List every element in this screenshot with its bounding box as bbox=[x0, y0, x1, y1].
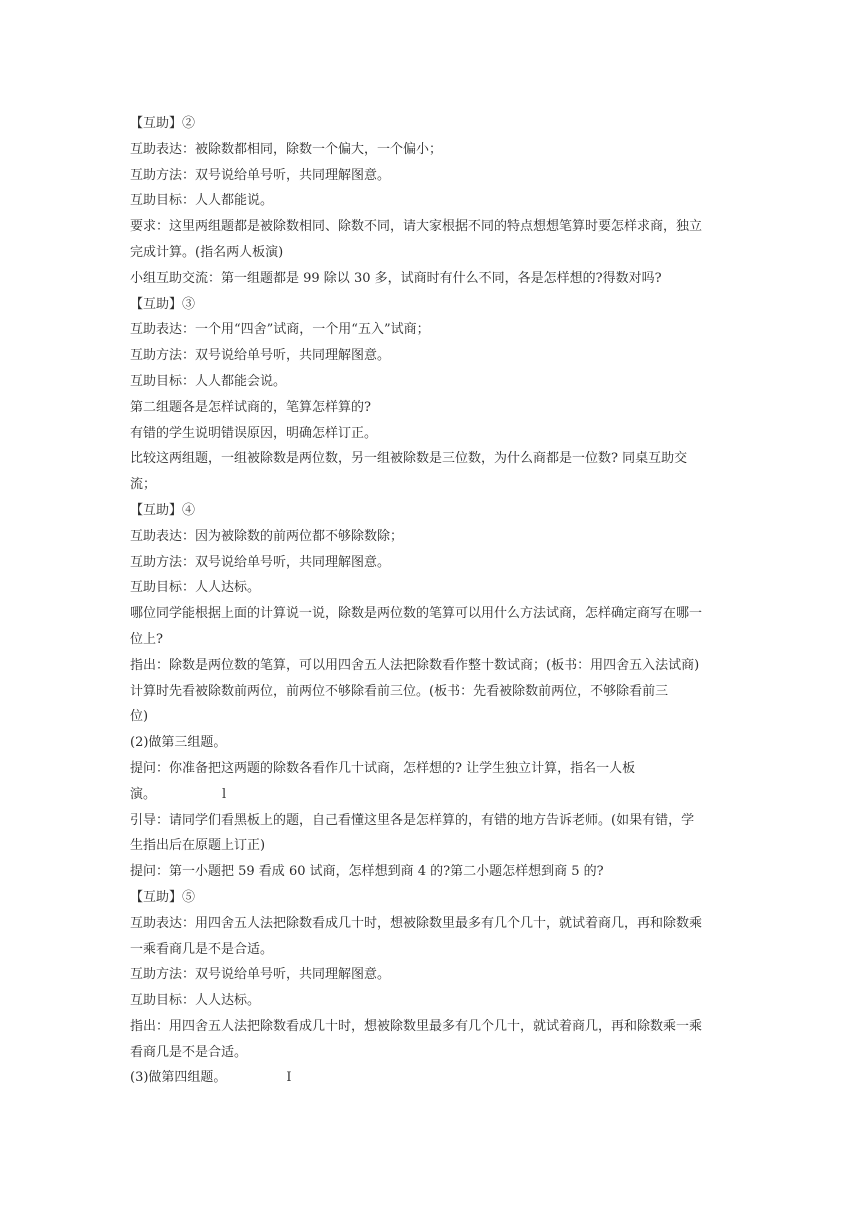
text-line: 互助表达：用四舍五人法把除数看成几十时，想被除数里最多有几个几十，就试着商几，再和除数乘 bbox=[130, 915, 703, 931]
section-heading-mutual-help-2: 【互助】② bbox=[130, 116, 196, 131]
text-line: 指出：除数是两位数的笔算，可以用四舍五人法把除数看作整十数试商；(板书：用四舍五入法试商) bbox=[130, 657, 700, 673]
text-line: 互助表达：一个用“四舍”试商，一个用“五入”试商； bbox=[130, 322, 430, 338]
text-line: 互助目标：人人都能说。 bbox=[130, 193, 274, 209]
text-line: 计算时先看被除数前两位，前两位不够除看前三位。(板书：先看被除数前两位，不够除看前三 bbox=[130, 683, 669, 699]
text-line: 完成计算。(指名两人板演) bbox=[130, 244, 284, 260]
text-fragment: 演。 bbox=[130, 786, 157, 802]
text-line: 有错的学生说明错误原因，明确怎样订正。 bbox=[130, 425, 378, 441]
text-line: 互助方法：双号说给单号听，共同理解图意。 bbox=[130, 167, 391, 183]
text-line: 互助方法：双号说给单号听，共同理解图意。 bbox=[130, 967, 391, 983]
text-line: 要求：这里两组题都是被除数相同、除数不同，请大家根据不同的特点想想笔算时要怎样求商，独立 bbox=[130, 219, 703, 235]
text-line-with-mark bbox=[130, 1065, 740, 1091]
text-line: 互助表达：因为被除数的前两位都不够除数除； bbox=[130, 528, 404, 544]
text-fragment: (3)做第四组题。 bbox=[130, 1070, 227, 1086]
text-line: 位上? bbox=[130, 631, 163, 647]
text-line: 互助目标：人人达标。 bbox=[130, 993, 261, 1009]
text-line: (2)做第三组题。 bbox=[130, 735, 227, 751]
text-line: 流； bbox=[130, 477, 157, 493]
text-line: 引导：请同学们看黑板上的题，自己看懂这里各是怎样算的，有错的地方告诉老师。(如果有错，学 bbox=[130, 812, 695, 828]
text-line: 一乘看商几是不是合适。 bbox=[130, 941, 274, 957]
section-heading-mutual-help-5: 【互助】⑤ bbox=[130, 889, 196, 905]
text-line: 第二组题各是怎样试商的，笔算怎样算的? bbox=[130, 399, 371, 415]
text-line: 互助目标：人人都能会说。 bbox=[130, 373, 287, 389]
stray-mark: l bbox=[222, 786, 227, 802]
text-line: 互助方法：双号说给单号听，共同理解图意。 bbox=[130, 348, 391, 364]
text-line: 看商几是不是合适。 bbox=[130, 1044, 248, 1060]
text-line: 互助目标：人人达标。 bbox=[130, 580, 261, 596]
stray-mark: I bbox=[286, 1070, 292, 1086]
text-line: 位) bbox=[130, 709, 149, 725]
text-line: 生指出后在原题上订正) bbox=[130, 838, 266, 854]
text-line: 互助方法：双号说给单号听，共同理解图意。 bbox=[130, 554, 391, 570]
text-line: 提问：第一小题把 59 看成 60 试商，怎样想到商 4 的?第二小题怎样想到商 5 的? bbox=[130, 864, 604, 880]
text-line: 互助表达：被除数都相同，除数一个偏大，一个偏小； bbox=[130, 141, 443, 157]
section-heading-mutual-help-3: 【互助】③ bbox=[130, 296, 196, 312]
text-line: 哪位同学能根据上面的计算说一说，除数是两位数的笔算可以用什么方法试商，怎样确定商写在哪一 bbox=[130, 606, 703, 622]
text-line: 提问：你准备把这两题的除数各看作几十试商，怎样想的? 让学生独立计算，指名一人板 bbox=[130, 760, 636, 776]
section-heading-mutual-help-4: 【互助】④ bbox=[130, 502, 196, 518]
document-body bbox=[130, 111, 740, 1091]
text-line-with-mark bbox=[130, 782, 740, 808]
text-line: 指出：用四舍五人法把除数看成几十时，想被除数里最多有几个几十，就试着商几，再和除数乘一乘 bbox=[130, 1018, 703, 1034]
text-line: 小组互助交流：第一组题都是 99 除以 30 多，试商时有什么不同，各是怎样想的?得数对吗? bbox=[130, 270, 662, 286]
text-line: 比较这两组题，一组被除数是两位数，另一组被除数是三位数，为什么商都是一位数? 同桌互助交 bbox=[130, 451, 688, 467]
